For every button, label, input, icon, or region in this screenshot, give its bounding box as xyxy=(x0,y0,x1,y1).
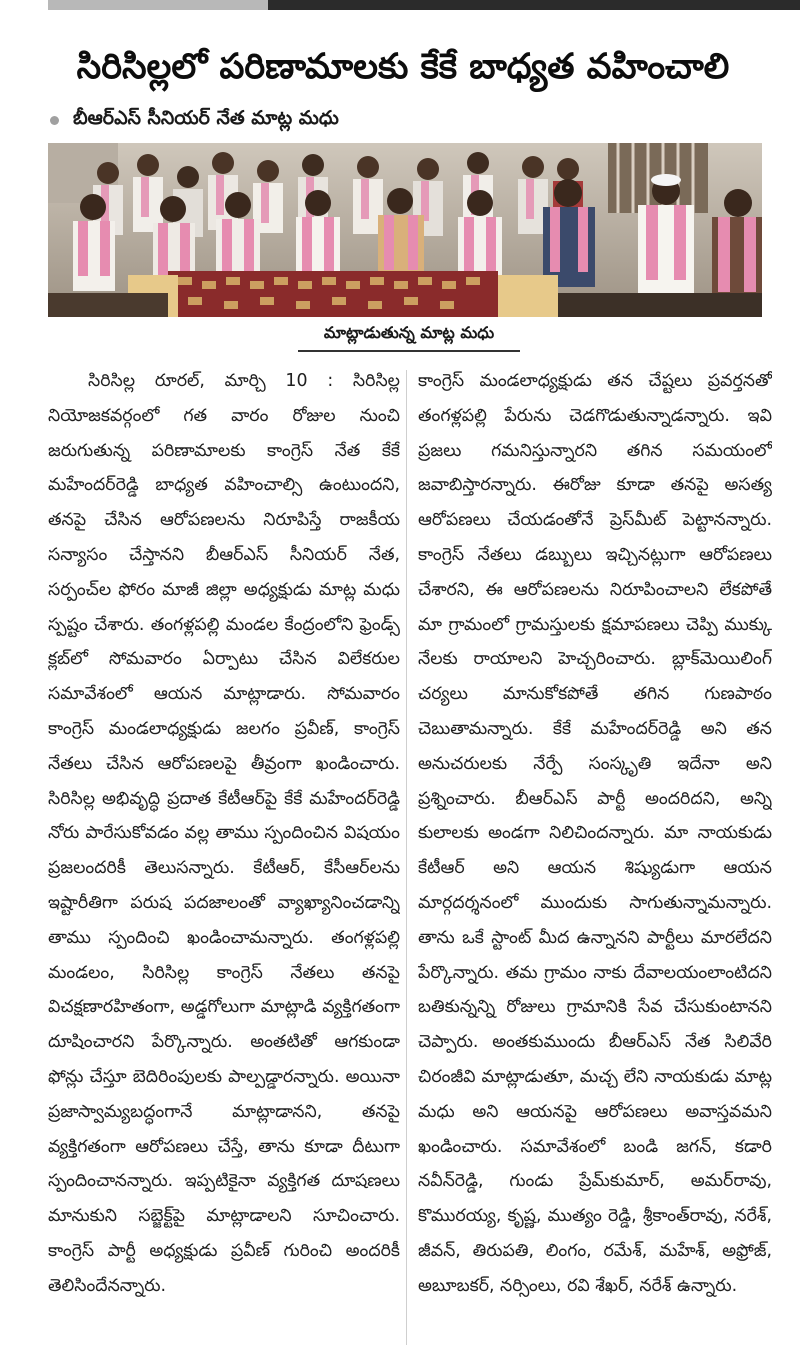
article-column-right xyxy=(418,364,772,1354)
press-meet-photo xyxy=(48,143,762,317)
column-divider xyxy=(406,370,407,1345)
subheadline-text: బీఆర్ఎస్ సీనియర్ నేత మాట్ల మధు xyxy=(73,106,339,129)
article-paragraph-right: కాంగ్రెస్ మండలాధ్యక్షుడు తన చేష్టలు ప్రవర్తనతో తంగళ్లపల్లి పేరును చెడగొడుతున్నాడన్నారు. ఇవి ప్రజలు గమనిస్తున్నారని తగిన సమయంలో జవాబిస్తారన్నారు. ఈరోజు కూడా తనపై అసత్య ఆరోపణలు చేయడంతోనే ప్రెస్‌మీట్ పెట్టానన్నారు. కాంగ్రెస్ నేతలు డబ్బులు ఇచ్చినట్లుగా ఆరోపణలు చేశారని, ఈ ఆరోపణలను నిరూపించాలని లేకపోతే మా గ్రామంలో గ్రామస్తులకు క్షమాపణలు చెప్పి ముక్కు నేలకు రాయాలని హెచ్చరించారు. బ్లాక్‌మెయిలింగ్ చర్యలు మానుకోకపోతే తగిన గుణపాఠం చెబుతామన్నారు. కేకే మహేందర్‌రెడ్డి అని తన అనుచరులకు నేర్పే సంస్కృతి ఇదేనా అని ప్రశ్నించారు. బీఆర్ఎస్ పార్టీ అందరిదని, అన్ని కులాలకు అండగా నిలిచిందన్నారు. మా నాయకుడు కేటీఆర్ అని ఆయన శిష్యుడుగా ఆయన మార్గదర్శనంలో ముందుకు సాగుతున్నామన్నారు. తాను ఒకే స్టాంట్ మీద ఉన్నానని పార్టీలు మారలేదని పేర్కొన్నారు. తమ గ్రామం నాకు దేవాలయంలాంటిదని బతికున్నన్ని రోజులు గ్రామానికి సేవ చేసుకుంటానని చెప్పారు. అంతకుముందు బీఆర్ఎస్ నేత సిలివేరి చిరంజీవి మాట్లాడుతూ, మచ్చ లేని నాయకుడు మాట్ల మధు అని ఆయనపై ఆరోపణలు అవాస్తవమని ఖండించారు. సమావేశంలో బండి జగన్, కడారి నవీన్‌రెడ్డి, గుండు ప్రేమ్‌కుమార్, అమర్‌రావు, కొమురయ్య, కృష్ణ, ముత్యం రెడ్డి, శ్రీకాంత్‌రావు, నరేశ్, జీవన్, తిరుపతి, లింగం, రమేశ్, మహేశ్, అఫ్రోజ్, అబూబకర్, నర్సింలు, రవి శేఖర్, నరేశ్ ఉన్నారు. xyxy=(418,371,772,1296)
article-paragraph-left: సిరిసిల్ల రూరల్, మార్చి 10 : సిరిసిల్ల నియోజకవర్గంలో గత వారం రోజుల నుంచి జరుగుతున్న పరిణామాలకు కాంగ్రెస్ నేత కేకే మహేందర్‌రెడ్డి బాధ్యత వహించాల్సి ఉంటుందని, తనపై చేసిన ఆరోపణలను నిరూపిస్తే రాజకీయ సన్యాసం చేస్తానని బీఆర్ఎస్ సీనియర్ నేత, సర్పంచ్‌ల ఫోరం మాజీ జిల్లా అధ్యక్షుడు మాట్ల మధు స్పష్టం చేశారు. తంగళ్లపల్లి మండల కేంద్రంలోని ఫ్రెండ్స్ క్లబ్‌లో సోమవారం ఏర్పాటు చేసిన విలేకరుల సమావేశంలో ఆయన మాట్లాడారు. సోమవారం కాంగ్రెస్ మండలాధ్యక్షుడు జలగం ప్రవీణ్, కాంగ్రెస్ నేతలు చేసిన ఆరోపణలపై తీవ్రంగా ఖండించారు. సిరిసిల్ల అభివృద్ధి ప్రదాత కేటీఆర్‌పై కేకే మహేందర్‌రెడ్డి నోరు పారేసుకోవడం వల్ల తాము స్పందించిన విషయం ప్రజలందరికీ తెలుసన్నారు. కేటీఆర్, కేసీఆర్‌లను ఇష్టారీతిగా పరుష పదజాలంతో వ్యాఖ్యానించడాన్ని తాము స్పందించి ఖండించామన్నారు. తంగళ్లపల్లి మండలం, సిరిసిల్ల కాంగ్రెస్ నేతలు తనపై విచక్షణారహితంగా, అడ్డగోలుగా మాట్లాడి వ్యక్తిగతంగా దూషించారని పేర్కొన్నారు. అంతటితో ఆగకుండా ఫోన్లు చేస్తూ బెదిరింపులకు పాల్పడ్డారన్నారు. అయినా ప్రజాస్వామ్యబద్ధంగానే మాట్లాడానని, తనపై వ్యక్తిగతంగా ఆరోపణలు చేస్తే, తాను కూడా దీటుగా స్పందించానన్నారు. ఇప్పటికైనా వ్యక్తిగత దూషణలు మానుకుని సబ్జెక్ట్‌పై మాట్లాడాలని సూచించారు. కాంగ్రెస్ పార్టీ అధ్యక్షుడు ప్రవీణ్ గురించి అందరికీ తెలిసిందేనన్నారు. xyxy=(48,371,400,1296)
article-column-left xyxy=(48,364,400,1354)
headline: సిరిసిల్లలో పరిణామాలకు కేకే బాధ్యత వహించాలి xyxy=(76,47,730,87)
subheadline xyxy=(50,106,339,134)
top-rule-light xyxy=(48,0,268,10)
top-rule xyxy=(48,0,800,10)
photo-caption: మాట్లాడుతున్న మాట్ల మధు xyxy=(298,318,520,352)
top-rule-dark xyxy=(268,0,800,10)
bullet-icon xyxy=(50,116,59,125)
